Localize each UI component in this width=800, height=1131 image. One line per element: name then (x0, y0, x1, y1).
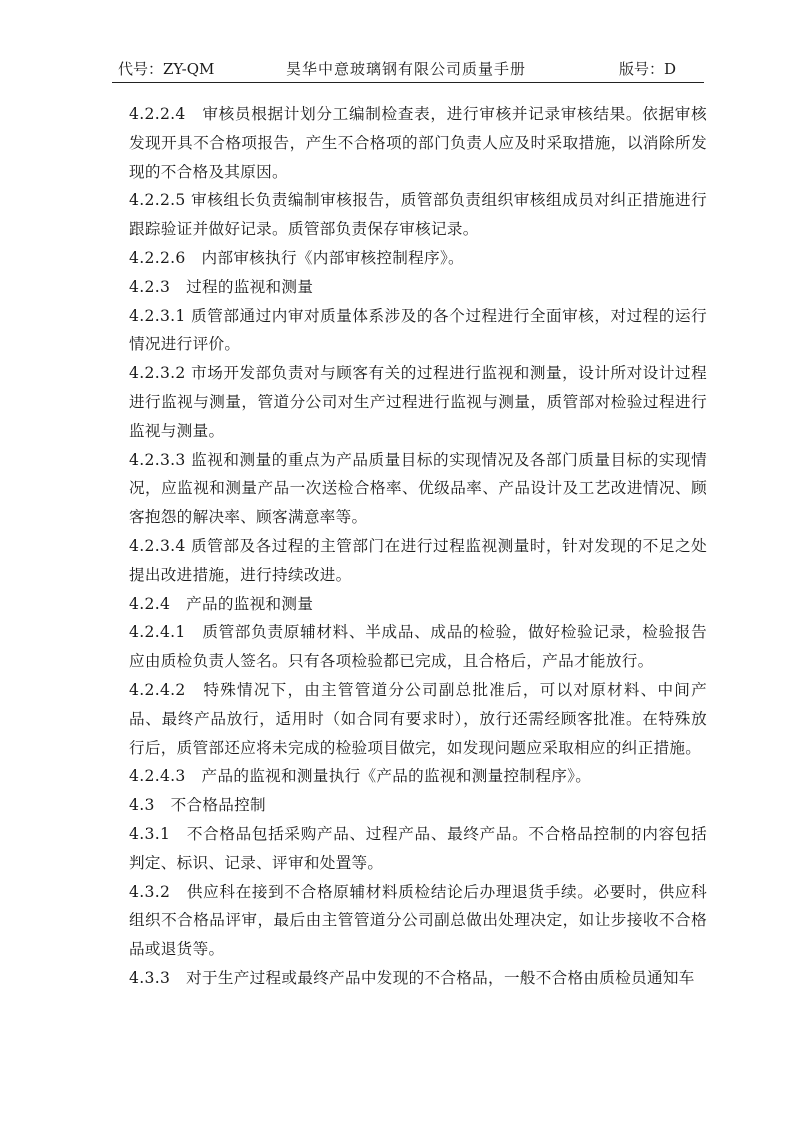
paragraph: 4.3.2 供应科在接到不合格原辅材料质检结论后办理退货手续。必要时，供应科组织不合格品评审，最后由主管管道分公司副总做出处理决定，如让步接收不合格品或退货等。 (129, 882, 707, 959)
paragraph: 4.2.4.1 质管部负责原辅材料、半成品、成品的检验，做好检验记录，检验报告应由质检负责人签名。只有各项检验都已完成，且合格后，产品才能放行。 (129, 623, 707, 671)
paragraph: 4.2.2.4 审核员根据计划分工编制检查表，进行审核并记录审核结果。依据审核发现开具不合格项报告，产生不合格项的部门负责人应及时采取措施，以消除所发现的不合格及其原因。 (129, 105, 707, 181)
section-heading: 4.2.4 产品的监视和测量 (129, 594, 314, 613)
paragraph: 4.2.3.2 市场开发部负责对与顾客有关的过程进行监视和测量，设计所对设计过程进行监视与测量，管道分公司对生产过程进行监视与测量，质管部对检验过程进行监视与测量。 (129, 364, 707, 440)
manual-title: 昊华中意玻璃钢有限公司质量手册 (286, 60, 527, 78)
version-number: 版号：D (618, 60, 676, 78)
document-body (129, 100, 707, 993)
paragraph: 4.2.3.4 质管部及各过程的主管部门在进行过程监视测量时，针对发现的不足之处提出改进措施，进行持续改进。 (129, 536, 707, 584)
header-divider (112, 82, 704, 83)
page-header (118, 57, 704, 81)
paragraph: 4.2.4.2 特殊情况下，由主管管道分公司副总批准后，可以对原材料、中间产品、最终产品放行，适用时（如合同有要求时），放行还需经顾客批准。在特殊放行后，质管部还应将未完成的检验项目做完，如发现问题应采取相应的纠正措施。 (129, 680, 707, 757)
paragraph: 4.2.3.3 监视和测量的重点为产品质量目标的实现情况及各部门质量目标的实现情况，应监视和测量产品一次送检合格率、优级品率、产品设计及工艺改进情况、顾客抱怨的解决率、顾客满意率等。 (129, 450, 707, 527)
document-code: 代号：ZY-QM (118, 60, 215, 78)
paragraph: 4.3.3 对于生产过程或最终产品中发现的不合格品，一般不合格由质检员通知车 (129, 968, 695, 987)
section-heading: 4.2.3 过程的监视和测量 (129, 277, 314, 296)
paragraph: 4.3.1 不合格品包括采购产品、过程产品、最终产品。不合格品控制的内容包括判定、标识、记录、评审和处置等。 (129, 824, 707, 872)
paragraph: 4.2.2.6 内部审核执行《内部审核控制程序》。 (129, 248, 464, 267)
section-heading: 4.3 不合格品控制 (129, 796, 266, 815)
paragraph: 4.2.4.3 产品的监视和测量执行《产品的监视和测量控制程序》。 (129, 767, 592, 786)
paragraph: 4.2.2.5 审核组长负责编制审核报告，质管部负责组织审核组成员对纠正措施进行跟踪验证并做好记录。质管部负责保存审核记录。 (129, 191, 707, 239)
paragraph: 4.2.3.1 质管部通过内审对质量体系涉及的各个过程进行全面审核，对过程的运行情况进行评价。 (129, 306, 707, 354)
